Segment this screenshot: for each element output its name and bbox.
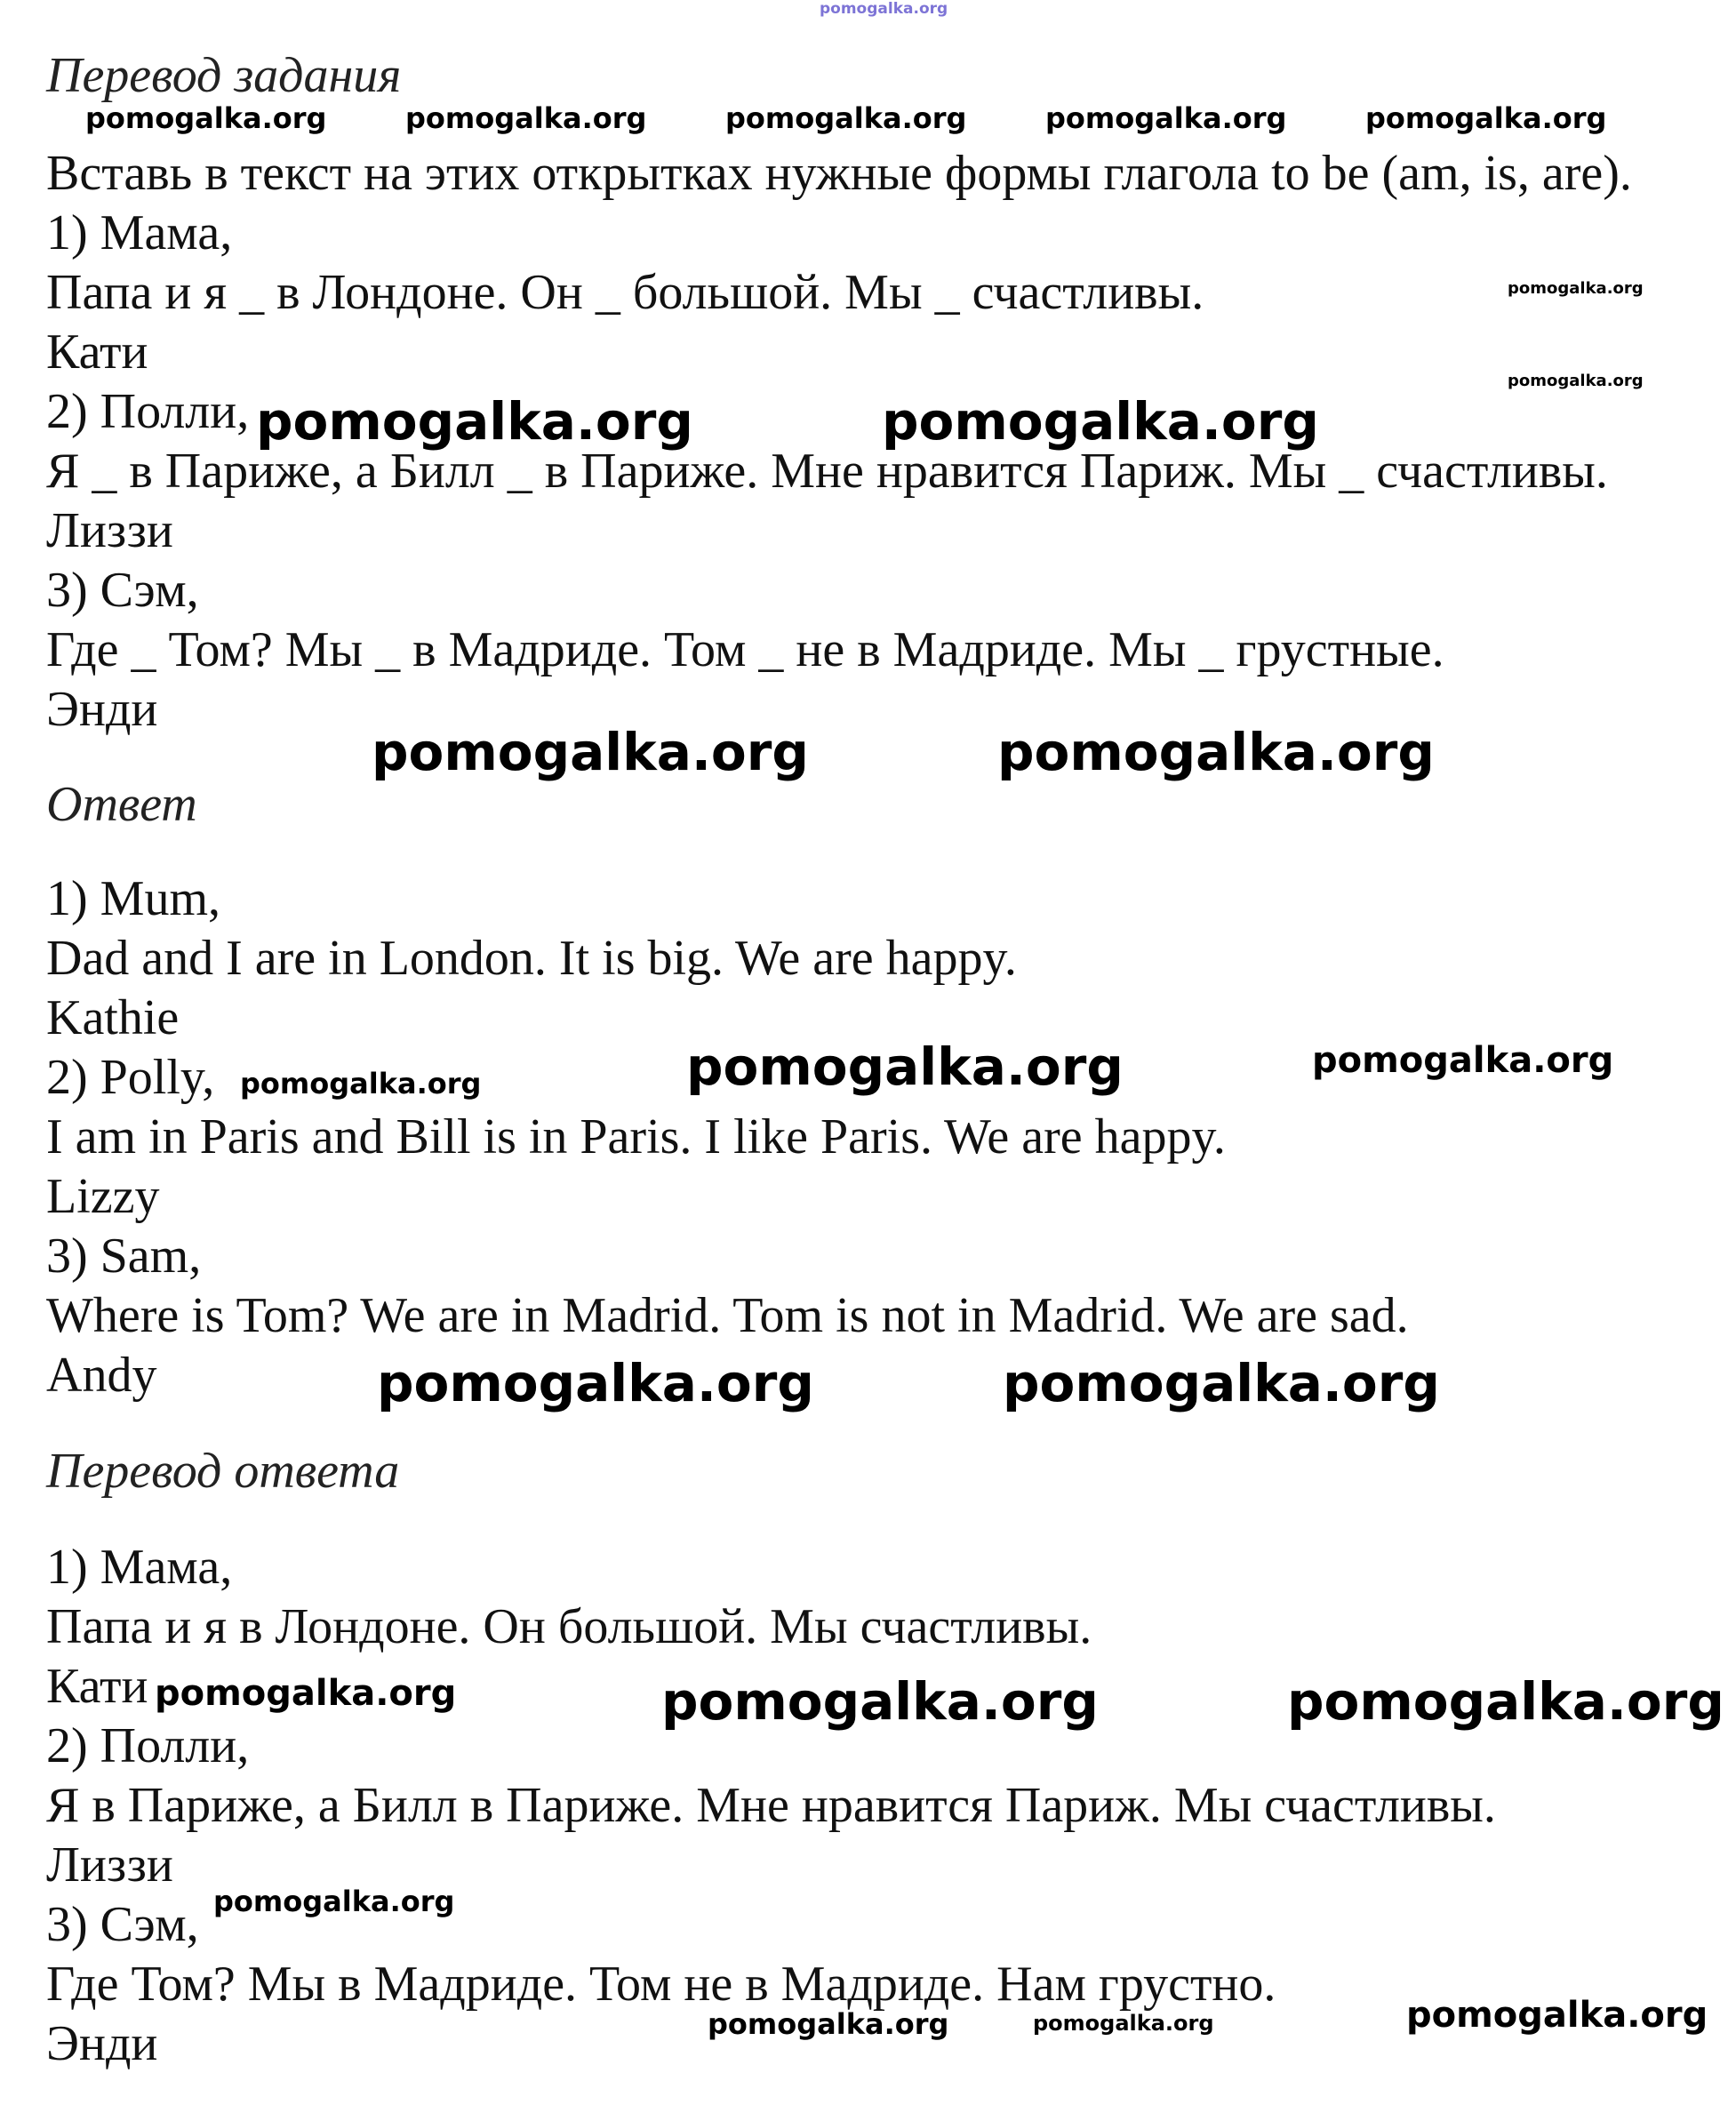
translation-card2-greeting: 2) Полли,: [46, 1718, 250, 1773]
answer-card2-body: I am in Paris and Bill is in Paris. I like Paris. We are happy.: [46, 1109, 1226, 1165]
task-card3-greeting: 3) Сэм,: [46, 563, 199, 618]
watermark-row1-b: pomogalka.org: [405, 101, 647, 135]
task-card2-body: Я _ в Париже, а Билл _ в Париже. Мне нравится Париж. Мы _ счастливы.: [46, 444, 1608, 499]
task-card3-body: Где _ Том? Мы _ в Мадриде. Том _ не в Мадриде. Мы _ грустные.: [46, 622, 1444, 677]
translation-card3-signature: Энди: [46, 2016, 158, 2071]
task-card1-body: Папа и я _ в Лондоне. Он _ большой. Мы _ счастливы.: [46, 265, 1204, 320]
watermark-top: pomogalka.org: [820, 0, 948, 18]
answer-card1-greeting: 1) Mum,: [46, 871, 220, 926]
watermark-medium-1: pomogalka.org: [240, 1067, 482, 1101]
watermark-large-9: pomogalka.org: [155, 1673, 457, 1714]
answer-card3-body: Where is Tom? We are in Madrid. Tom is not in Madrid. We are sad.: [46, 1288, 1409, 1343]
watermark-small-2: pomogalka.org: [1508, 372, 1644, 390]
task-card1-signature: Кати: [46, 324, 148, 380]
watermark-medium-3: pomogalka.org: [708, 2007, 949, 2041]
watermark-large-1: pomogalka.org: [256, 391, 693, 452]
answer-card1-body: Dad and I are in London. It is big. We are happy.: [46, 931, 1017, 986]
watermark-large-7: pomogalka.org: [377, 1353, 814, 1413]
translation-card1-greeting: 1) Мама,: [46, 1540, 233, 1595]
task-instruction: Вставь в текст на этих открытках нужные формы глагола to be (am, is, are).: [46, 146, 1632, 201]
translation-card3-greeting: 3) Сэм,: [46, 1897, 199, 1952]
answer-card2-signature: Lizzy: [46, 1169, 160, 1224]
watermark-row1-a: pomogalka.org: [85, 101, 327, 135]
answer-card3-signature: Andy: [46, 1348, 157, 1403]
watermark-large-6: pomogalka.org: [1312, 1040, 1614, 1081]
watermark-row1-c: pomogalka.org: [725, 101, 967, 135]
answer-translation-heading: Перевод ответа: [46, 1444, 400, 1499]
watermark-large-10: pomogalka.org: [661, 1671, 1099, 1732]
watermark-large-12: pomogalka.org: [1406, 1995, 1708, 2036]
translation-card2-body: Я в Париже, а Билл в Париже. Мне нравится Париж. Мы счастливы.: [46, 1778, 1496, 1833]
watermark-large-4: pomogalka.org: [997, 722, 1435, 782]
task-card1-greeting: 1) Мама,: [46, 205, 233, 260]
watermark-large-8: pomogalka.org: [1003, 1353, 1440, 1413]
answer-card2-greeting: 2) Polly,: [46, 1050, 215, 1105]
watermark-row1-e: pomogalka.org: [1365, 101, 1607, 135]
watermark-small-3: pomogalka.org: [1033, 2011, 1214, 2036]
answer-card1-signature: Kathie: [46, 990, 180, 1045]
watermark-large-2: pomogalka.org: [882, 391, 1319, 452]
watermark-small-1: pomogalka.org: [1508, 279, 1644, 298]
watermark-large-5: pomogalka.org: [686, 1036, 1124, 1097]
translation-card1-body: Папа и я в Лондоне. Он большой. Мы счастливы.: [46, 1599, 1092, 1654]
translation-card3-body: Где Том? Мы в Мадриде. Том не в Мадриде. Нам грустно.: [46, 1957, 1276, 2012]
task-translation-heading: Перевод задания: [46, 48, 402, 103]
translation-card2-signature: Лиззи: [46, 1837, 173, 1893]
answer-heading: Ответ: [46, 777, 197, 832]
task-card3-signature: Энди: [46, 682, 158, 737]
watermark-large-3: pomogalka.org: [372, 722, 809, 782]
translation-card1-signature: Кати: [46, 1659, 148, 1714]
answer-card3-greeting: 3) Sam,: [46, 1229, 202, 1284]
task-card2-signature: Лиззи: [46, 503, 173, 558]
watermark-large-11: pomogalka.org: [1287, 1671, 1724, 1732]
watermark-medium-2: pomogalka.org: [213, 1885, 455, 1918]
task-card2-greeting: 2) Полли,: [46, 384, 250, 439]
watermark-row1-d: pomogalka.org: [1045, 101, 1287, 135]
